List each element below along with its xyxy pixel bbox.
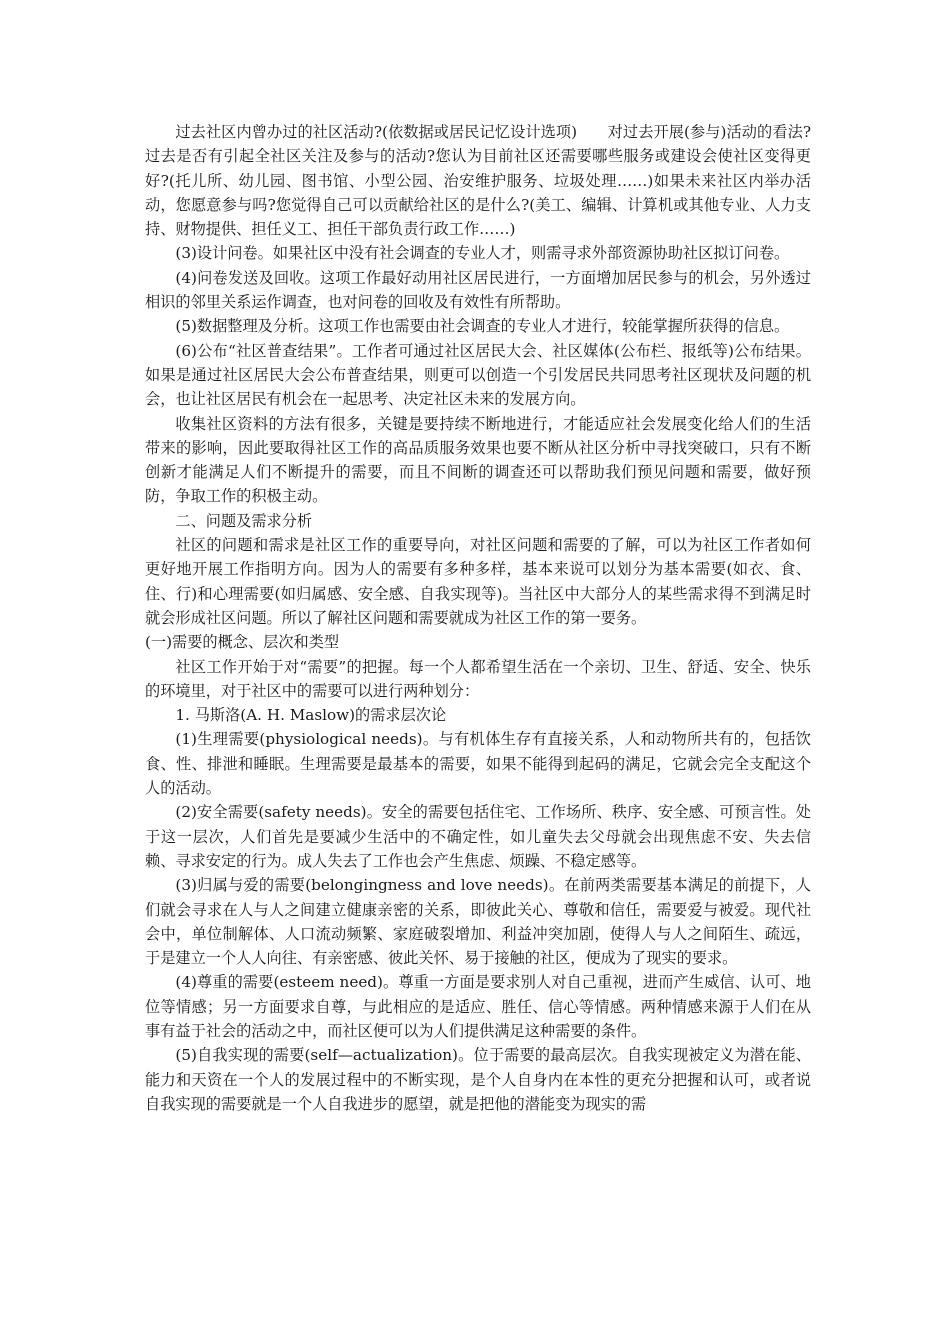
paragraph-questionnaire-distribution: (4)问卷发送及回收。这项工作最好动用社区居民进行，一方面增加居民参与的机会，另外透过相识的邻里关系运作调查，也对问卷的回收及有效性有所帮助。 xyxy=(145,268,811,312)
subsection-heading-needs: (一)需要的概念、层次和类型 xyxy=(145,633,340,652)
section-heading-problem-analysis: 二、问题及需求分析 xyxy=(175,511,313,530)
paragraph-self-actualization: (5)自我实现的需要(self—actualization)。位于需要的最高层次。自我实现被定义为潜在能、能力和天资在一个人的发展过程中的不断实现，是个人自身内在本性的更充分把握和认可，或者说自我实现的需要就是一个人自我进步的愿望，就是把他的潜能变为现实的需 xyxy=(145,1046,811,1113)
paragraph-survey-questions: 过去社区内曾办过的社区活动?(依数据或居民记忆设计选项) 对过去开展(参与)活动的看法?过去是否有引起全社区关注及参与的活动?您认为目前社区还需要哪些服务或建设会使社区变得更好?(托儿所、幼儿园、图书馆、小型公园、治安维护服务、垃圾处理……)如果未来社区内举办活动，您愿意参与吗?您觉得自己可以贡献给社区的是什么?(美工、编辑、计算机或其他专业、人力支持、财物提供、担任义工、担任干部负责行政工作……) xyxy=(145,123,811,239)
paragraph-community-problems: 社区的问题和需求是社区工作的重要导向，对社区问题和需要的了解，可以为社区工作者如何更好地开展工作指明方向。因为人的需要有多种多样，基本来说可以划分为基本需要(如衣、食、住、行)和心理需要(如归属感、安全感、自我实现等)。当社区中大部分人的某些需求得不到满足时就会形成社区问题。所以了解社区问题和需要就成为社区工作的第一要务。 xyxy=(145,536,811,627)
paragraph-needs-intro: 社区工作开始于对“需要”的把握。每一个人都希望生活在一个亲切、卫生、舒适、安全、快乐的环境里，对于社区中的需要可以进行两种划分： xyxy=(145,657,811,700)
paragraph-belonging-needs: (3)归属与爱的需要(belongingness and love needs)。在前两类需要基本满足的前提下，人们就会寻求在人与人之间建立健康亲密的关系，即彼此关心、尊敬和信任，需要爱与被爱。现代社会中，单位制解体、人口流动频繁、家庭破裂增加、利益冲突加剧，使得人与人之间陌生、疏远，于是建立一个人人向往、有亲密感、彼此关怀、易于接触的社区，便成为了现实的要求。 xyxy=(145,876,811,968)
paragraph-design-questionnaire: (3)设计问卷。如果社区中没有社会调查的专业人才，则需寻求外部资源协助社区拟订问卷。 xyxy=(175,244,790,263)
paragraph-safety-needs: (2)安全需要(safety needs)。安全的需要包括住宅、工作场所、秩序、安全感、可预言性。处于这一层次，人们首先是要减少生活中的不确定性，如儿童失去父母就会出现焦虑不安、失去信赖、寻求安定的行为。成人失去了工作也会产生焦虑、烦躁、不稳定感等。 xyxy=(145,803,811,870)
paragraph-physiological-needs: (1)生理需要(physiological needs)。与有机体生存有直接关系，人和动物所共有的，包括饮食、性、排泄和睡眠。生理需要是最基本的需要，如果不能得到起码的满足，它就会完全支配这个人的活动。 xyxy=(145,730,811,798)
paragraph-publish-results: (6)公布“社区普查结果”。工作者可通过社区居民大会、社区媒体(公布栏、报纸等)公布结果。如果是通过社区居民大会公布普查结果，则更可以创造一个引发居民共同思考社区现状及问题的机会，也让社区居民有机会在一起思考、决定社区未来的发展方向。 xyxy=(145,341,811,409)
paragraph-esteem-needs: (4)尊重的需要(esteem need)。尊重一方面是要求别人对自己重视，进而产生威信、认可、地位等情感；另一方面要求自尊，与此相应的是适应、胜任、信心等情感。两种情感来源于人们在从事有益于社会的活动之中，而社区便可以为人们提供满足这种需要的条件。 xyxy=(145,973,811,1040)
paragraph-data-analysis: (5)数据整理及分析。这项工作也需要由社会调查的专业人才进行，较能掌握所获得的信息。 xyxy=(175,317,790,336)
paragraph-data-collection-methods: 收集社区资料的方法有很多，关键是要持续不断地进行，才能适应社会发展变化给人们的生活带来的影响，因此要取得社区工作的高品质服务效果也要不断从社区分析中寻找突破口，只有不断创新才能满足人们不断提升的需要，而且不间断的调查还可以帮助我们预见问题和需要，做好预防，争取工作的积极主动。 xyxy=(145,414,811,506)
body-text xyxy=(145,120,811,1116)
heading-maslow-hierarchy: 1. 马斯洛(A. H. Maslow)的需求层次论 xyxy=(175,706,447,725)
